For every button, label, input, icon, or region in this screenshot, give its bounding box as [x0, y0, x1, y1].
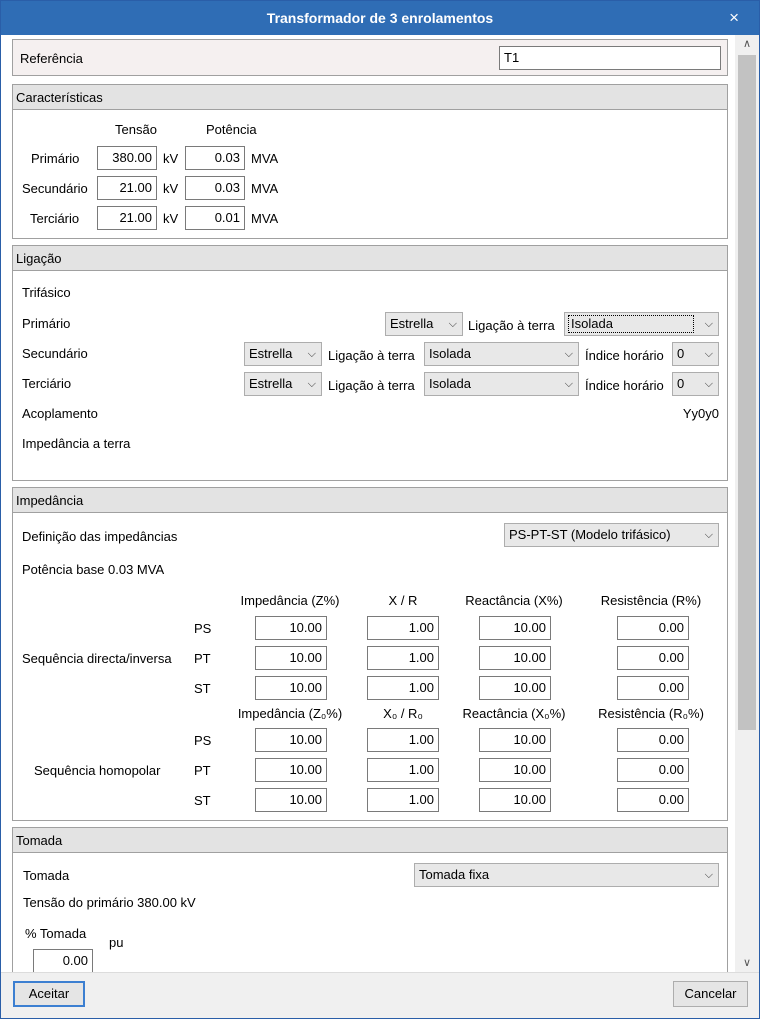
chevron-down-icon: ⌵ [704, 318, 713, 330]
lig-primario-label: Primário [22, 316, 71, 331]
lig-secundario-label: Secundário [22, 346, 88, 361]
col-resistencia: Resistência (R%) [600, 593, 702, 608]
homopolar-pt-reactancia[interactable]: 10.00 [479, 758, 551, 782]
tensao-primario-label: Tensão do primário 380.00 kV [23, 895, 196, 910]
seq-directa-label: Sequência directa/inversa [22, 651, 172, 666]
unit-mva: MVA [251, 181, 279, 196]
unit-mva: MVA [251, 211, 279, 226]
terciario-terra-value: Isolada [429, 376, 471, 391]
homopolar-st-impedancia[interactable]: 10.00 [255, 788, 327, 812]
row-pt-label: PT [194, 763, 211, 778]
potencia-base: Potência base 0.03 MVA [22, 562, 165, 577]
cancelar-button[interactable]: Cancelar [673, 981, 748, 1007]
tomada-select[interactable] [414, 863, 719, 887]
aceitar-button[interactable]: Aceitar [13, 981, 85, 1007]
directa-pt-impedancia[interactable]: 10.00 [255, 646, 327, 670]
row-st-label: ST [194, 793, 211, 808]
caracteristicas-section [12, 84, 728, 239]
terciario-terra-select[interactable] [424, 372, 579, 396]
referencia-section [12, 39, 728, 76]
ligacao-section [12, 245, 728, 481]
primario-tensao-input[interactable]: 380.00 [97, 146, 157, 170]
chevron-down-icon: ⌵ [564, 378, 573, 390]
primario-tipo-value: Estrella [390, 316, 434, 331]
window-title: Transformador de 3 enrolamentos [266, 10, 494, 26]
terciario-label: Terciário [30, 211, 80, 226]
indice-horario-label: Índice horário [585, 378, 664, 393]
directa-ps-reactancia[interactable]: 10.00 [479, 616, 551, 640]
definicao-label: Definição das impedâncias [22, 529, 178, 544]
scroll-down-icon[interactable]: ∨ [742, 957, 752, 969]
homopolar-ps-resistencia[interactable]: 0.00 [617, 728, 689, 752]
impedancia-header: Impedância [13, 488, 727, 513]
secundario-tipo-value: Estrella [249, 346, 293, 361]
terciario-tipo-value: Estrella [249, 376, 293, 391]
trifasico-label: Trifásico [22, 285, 71, 300]
unit-kv: kV [163, 211, 179, 226]
acoplamento-value: Yy0y0 [682, 406, 719, 421]
secundario-potencia-input[interactable]: 0.03 [185, 176, 245, 200]
acoplamento-label: Acoplamento [22, 406, 98, 421]
referencia-input[interactable]: T1 [499, 46, 721, 70]
impedancia-terra-label: Impedância a terra [22, 436, 131, 451]
unit-mva: MVA [251, 151, 279, 166]
unit-kv: kV [163, 181, 179, 196]
pu-label: pu [109, 935, 124, 950]
ligacao-terra-label: Ligação à terra [328, 378, 415, 393]
secundario-label: Secundário [22, 181, 88, 196]
primario-tipo-select[interactable] [385, 312, 463, 336]
col-reactancia: Reactância (X%) [465, 593, 563, 608]
directa-ps-impedancia[interactable]: 10.00 [255, 616, 327, 640]
col-impedancia: Impedância (Z%) [240, 593, 340, 608]
directa-st-impedancia[interactable]: 10.00 [255, 676, 327, 700]
terciario-tipo-select[interactable] [244, 372, 322, 396]
chevron-down-icon: ⌵ [307, 348, 316, 360]
primario-terra-value: Isolada [569, 316, 693, 332]
scrollbar-thumb[interactable] [738, 55, 756, 730]
tomada-header: Tomada [13, 828, 727, 853]
title-bar [1, 1, 759, 35]
directa-st-reactancia[interactable]: 10.00 [479, 676, 551, 700]
col-xr: X / R [388, 593, 418, 608]
col-reactancia-0: Reactância (X₀%) [462, 706, 566, 721]
tomada-section [12, 827, 728, 972]
directa-pt-resistencia[interactable]: 0.00 [617, 646, 689, 670]
impedancia-section [12, 487, 728, 821]
directa-st-xr[interactable]: 1.00 [367, 676, 439, 700]
ligacao-terra-label: Ligação à terra [328, 348, 415, 363]
definicao-select[interactable] [504, 523, 719, 547]
homopolar-ps-xr[interactable]: 1.00 [367, 728, 439, 752]
referencia-label: Referência [20, 51, 83, 66]
tomada-label: Tomada [23, 868, 70, 883]
directa-ps-resistencia[interactable]: 0.00 [617, 616, 689, 640]
unit-kv: kV [163, 151, 179, 166]
terciario-tensao-input[interactable]: 21.00 [97, 206, 157, 230]
seq-homopolar-label: Sequência homopolar [34, 763, 161, 778]
close-icon[interactable]: × [729, 8, 739, 27]
chevron-down-icon: ⌵ [564, 348, 573, 360]
chevron-down-icon: ⌵ [704, 869, 713, 881]
chevron-down-icon: ⌵ [448, 318, 457, 330]
secundario-tensao-input[interactable]: 21.00 [97, 176, 157, 200]
secundario-terra-value: Isolada [429, 346, 471, 361]
ligacao-terra-label: Ligação à terra [468, 318, 555, 333]
lig-terciario-label: Terciário [22, 376, 72, 391]
secundario-indice-select[interactable] [672, 342, 719, 366]
pct-tomada-input[interactable]: 0.00 [33, 949, 93, 972]
col-impedancia-0: Impedância (Z₀%) [237, 706, 343, 721]
primario-potencia-input[interactable]: 0.03 [185, 146, 245, 170]
dialog-footer [1, 972, 759, 1018]
primario-label: Primário [31, 151, 80, 166]
homopolar-st-xr[interactable]: 1.00 [367, 788, 439, 812]
homopolar-ps-reactancia[interactable]: 10.00 [479, 728, 551, 752]
caracteristicas-header: Características [13, 85, 727, 110]
row-st-label: ST [194, 681, 211, 696]
indice-horario-label: Índice horário [585, 348, 664, 363]
secundario-tipo-select[interactable] [244, 342, 322, 366]
homopolar-pt-xr[interactable]: 1.00 [367, 758, 439, 782]
col-tensao: Tensão [115, 122, 157, 137]
directa-ps-xr[interactable]: 1.00 [367, 616, 439, 640]
homopolar-st-reactancia[interactable]: 10.00 [479, 788, 551, 812]
col-potencia: Potência [206, 122, 257, 137]
secundario-indice-value: 0 [677, 346, 685, 361]
directa-pt-xr[interactable]: 1.00 [367, 646, 439, 670]
row-pt-label: PT [194, 651, 211, 666]
vertical-scrollbar[interactable] [735, 35, 759, 972]
col-xr-0: X₀ / R₀ [383, 706, 423, 721]
tomada-value: Tomada fixa [419, 867, 490, 882]
primario-terra-select[interactable] [564, 312, 719, 336]
directa-pt-reactancia[interactable]: 10.00 [479, 646, 551, 670]
homopolar-pt-resistencia[interactable]: 0.00 [617, 758, 689, 782]
homopolar-pt-impedancia[interactable]: 10.00 [255, 758, 327, 782]
row-ps-label: PS [194, 733, 212, 748]
row-ps-label: PS [194, 621, 212, 636]
chevron-down-icon: ⌵ [704, 348, 713, 360]
terciario-indice-value: 0 [677, 376, 685, 391]
dialog-content [1, 35, 735, 972]
homopolar-st-resistencia[interactable]: 0.00 [617, 788, 689, 812]
ligacao-header: Ligação [13, 246, 727, 271]
chevron-down-icon: ⌵ [307, 378, 316, 390]
secundario-terra-select[interactable] [424, 342, 579, 366]
scroll-up-icon[interactable]: ∧ [742, 38, 752, 50]
chevron-down-icon: ⌵ [704, 529, 713, 541]
homopolar-ps-impedancia[interactable]: 10.00 [255, 728, 327, 752]
pct-tomada-label: % Tomada [25, 926, 87, 941]
col-resistencia-0: Resistência (R₀%) [598, 706, 704, 721]
terciario-potencia-input[interactable]: 0.01 [185, 206, 245, 230]
directa-st-resistencia[interactable]: 0.00 [617, 676, 689, 700]
chevron-down-icon: ⌵ [704, 378, 713, 390]
terciario-indice-select[interactable] [672, 372, 719, 396]
definicao-value: PS-PT-ST (Modelo trifásico) [509, 527, 671, 542]
